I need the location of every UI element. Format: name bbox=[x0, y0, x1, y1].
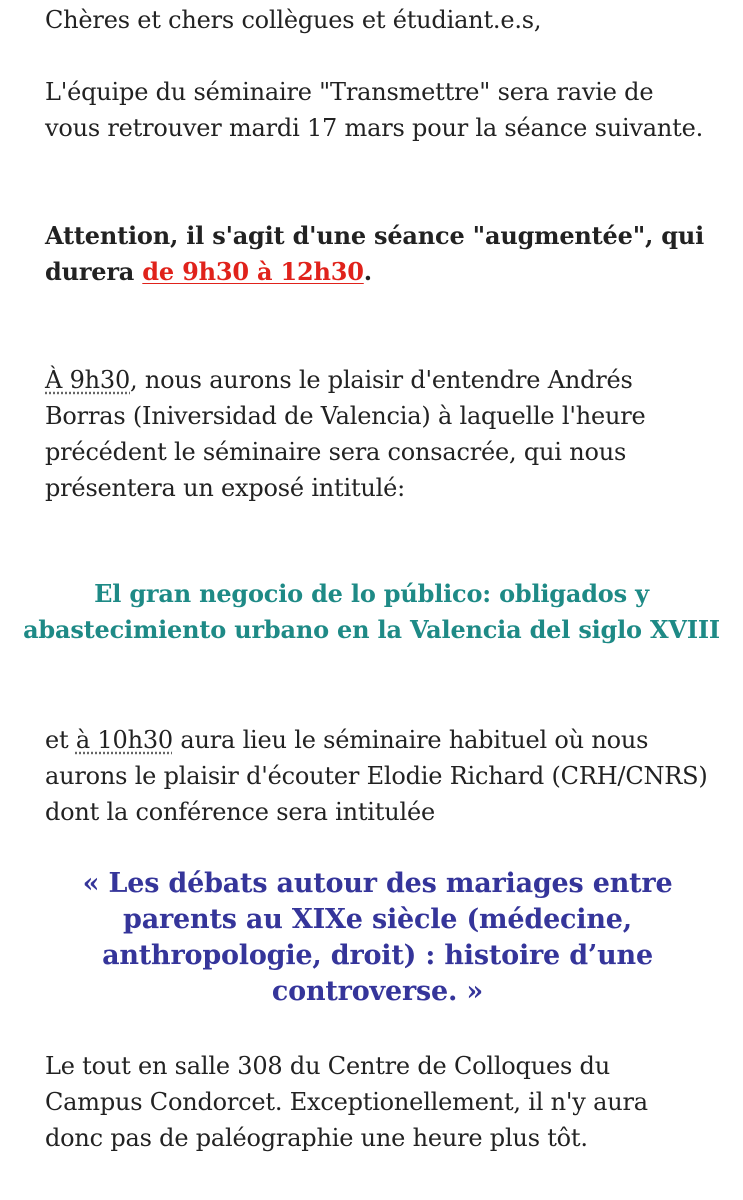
second-talk-paragraph bbox=[45, 722, 710, 830]
attention-text: Attention, il s'agit d'une séance "augmentée", qui durera bbox=[45, 221, 705, 286]
first-talk-title: El gran negocio de lo público: obligados y abastecimiento urbano en la Valencia del siglo XVIII bbox=[23, 579, 720, 644]
first-talk-paragraph bbox=[45, 362, 710, 506]
time-range-link[interactable]: de 9h30 à 12h30 bbox=[142, 257, 364, 286]
second-talk-title: « Les débats autour des mariages entre parents au XIXe siècle (médecine, anthropologie, droit) : histoire d’une controverse. » bbox=[82, 868, 673, 1007]
second-talk-text: aura lieu le séminaire habituel où nous aurons le plaisir d'écouter Elodie Richard (CRH/CNRS) dont la conférence sera intitulée bbox=[45, 726, 708, 826]
second-talk-time-link[interactable]: à 10h30 bbox=[75, 726, 173, 754]
second-talk-prefix: et bbox=[45, 726, 76, 754]
closing-paragraph: Le tout en salle 308 du Centre de Colloques du Campus Condorcet. Exceptionellement, il n'y aura donc pas de paléographie une heure plus tôt. bbox=[45, 1052, 648, 1152]
first-talk-prefix: À bbox=[45, 366, 70, 394]
first-talk-time-link[interactable]: 9h30 bbox=[69, 366, 131, 394]
attention-paragraph bbox=[45, 218, 710, 290]
attention-period: . bbox=[363, 257, 372, 286]
greeting-line: Chères et chers collègues et étudiant.e.s, bbox=[45, 6, 542, 34]
intro-paragraph: L'équipe du séminaire "Transmettre" sera ravie de vous retrouver mardi 17 mars pour la séance suivante. bbox=[45, 78, 704, 142]
first-talk-text: , nous aurons le plaisir d'entendre Andrés Borras (Iniversidad de Valencia) à laquelle l'heure précédent le séminaire sera consacrée, qui nous présentera un exposé intitulé: bbox=[45, 366, 646, 502]
